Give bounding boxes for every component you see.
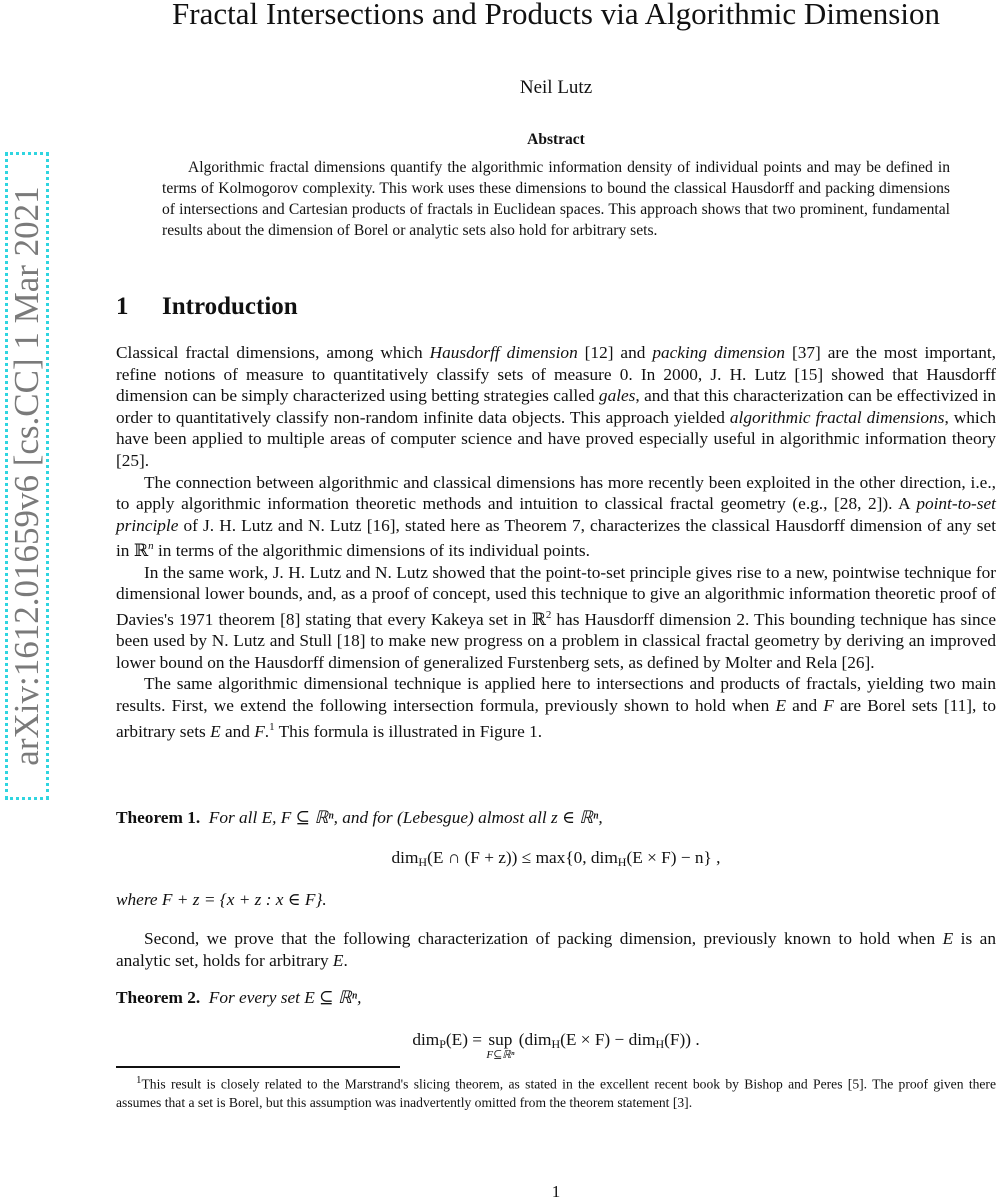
page-number: 1 (551, 1182, 561, 1201)
arxiv-id: arXiv:1612.01659v6 [cs.CC] 1 Mar 2021 (7, 186, 46, 766)
section-heading (116, 293, 298, 321)
text: , and that this characterization can be effectivized in order to quantitatively classify non-random infinite data objects. This approach yielded (116, 386, 996, 427)
eq-part: (F)) . (664, 1030, 700, 1049)
math: F (823, 696, 834, 716)
footnote (116, 1071, 996, 1112)
theorem-2 (116, 988, 996, 1008)
eq-sub: H (655, 1037, 665, 1051)
where-clause: where F + z = {x + z : x ∈ F}. (116, 890, 327, 909)
equation-2 (116, 1030, 996, 1060)
introduction-body (116, 342, 996, 742)
theorem-label: Theorem 2. (116, 988, 201, 1007)
eq-sub: H (617, 855, 627, 869)
eq-part: (E × F) − n} , (626, 848, 721, 867)
eq-sub: P (439, 1037, 446, 1051)
eq-part: (E × F) − dim (560, 1030, 656, 1049)
text: The connection between algorithmic and classical dimensions has more recently been exploited in the other direction, i.e., to apply algorithmic information theoretic methods and intuition to classical fractal geometry (e.g., [28, 2]). A (116, 472, 996, 514)
term: point-to-set principle (116, 494, 996, 535)
footnote-ref[interactable]: 1 (269, 720, 275, 733)
footnote-rule (116, 1066, 400, 1068)
abstract-heading: Abstract (527, 131, 585, 148)
term: algorithmic fractal dimensions (729, 407, 945, 427)
term: gales (598, 386, 636, 406)
section-title: Introduction (162, 293, 298, 320)
text: [12] and (577, 343, 653, 362)
math: E (942, 929, 954, 948)
footnote-mark: 1 (136, 1074, 142, 1086)
exponent: n (148, 540, 154, 553)
paragraph (116, 472, 996, 562)
paragraph (116, 562, 996, 674)
text: Second, we prove that the following characterization of packing dimension, previously known to hold when (144, 929, 943, 948)
math: E (210, 721, 221, 741)
author: Neil Lutz (519, 77, 593, 98)
text: [37] are the most important, refine notions of measure to quantitatively classify sets of measure 0. In 2000, J. H. Lutz [15] showed that Hausdorff dimension can be simply characterized using betting strategies called (116, 343, 996, 406)
text: are Borel sets [11], to arbitrary sets (116, 696, 996, 741)
math: F (254, 721, 265, 741)
eq-sub: H (418, 855, 428, 869)
text: Classical fractal dimensions, among which (116, 343, 430, 362)
text: In the same work, J. H. Lutz and N. Lutz showed that the point-to-set principle gives rise to a new, pointwise technique for dimensional lower bounds, and, as a proof of concept, used this technique to give an algorithmic information theoretic proof of Davies's 1971 theorem [8] stating that every Kakeya set in ℝ (116, 562, 996, 629)
term: packing dimension (652, 343, 786, 362)
arxiv-stamp (5, 152, 49, 800)
text: has Hausdorff dimension 2. This bounding technique has since been used by N. Lutz and Stull [18] to make new progress on a problem in classical fractal geometry by deriving an improved lower bound on the Hausdorff dimension of generalized Furstenberg sets, as defined by Molter and Rela [26]. (116, 609, 996, 672)
theorem-statement: For every set E ⊆ ℝⁿ, (208, 988, 362, 1007)
text: . (264, 721, 270, 741)
math: E (775, 696, 786, 716)
theorem-statement: For all E, F ⊆ ℝⁿ, and for (Lebesgue) almost all z ∈ ℝⁿ, (208, 808, 603, 827)
text: and (220, 721, 255, 741)
text: , which have been applied to multiple areas of computer science and have proved especially useful in algorithmic information theory [25]. (116, 407, 997, 470)
text: The same algorithmic dimensional technique is applied here to intersections and products of fractals, yielding two main results. First, we extend the following intersection formula, previously shown to hold when (116, 674, 996, 716)
text: . (343, 950, 348, 970)
section-number: 1 (116, 293, 129, 320)
math: E (332, 950, 344, 970)
paper-title: Fractal Intersections and Products via Algorithmic Dimension (172, 0, 940, 31)
exponent: 2 (545, 608, 552, 621)
eq-sub: F⊆ℝⁿ (486, 1049, 515, 1061)
eq-part: dim (391, 848, 419, 867)
eq-part: (E) = (445, 1030, 487, 1049)
paragraph (116, 928, 996, 971)
term: Hausdorff dimension (429, 343, 578, 362)
paragraph (116, 673, 996, 742)
text: This formula is illustrated in Figure 1. (274, 721, 543, 741)
text: is an analytic set, holds for arbitrary (116, 929, 996, 970)
text: and (786, 696, 824, 716)
eq-part: (E ∩ (F + z)) ≤ max{0, dim (427, 848, 618, 867)
theorem-1-where (116, 890, 996, 910)
eq-part: (dim (514, 1030, 552, 1049)
theorem-label: Theorem 1. (116, 808, 201, 827)
theorem-1 (116, 808, 996, 828)
eq-part: dim (412, 1030, 440, 1049)
supremum (486, 1030, 514, 1060)
abstract-body: Algorithmic fractal dimensions quantify the algorithmic information density of individual points and may be defined in terms of Kolmogorov complexity. This work uses these dimensions to bound the classical Hausdorff and packing dimensions of intersections and Cartesian products of fractals in Euclidean spaces. This approach shows that two prominent, fundamental results about the dimension of Borel or analytic sets also hold for arbitrary sets. (162, 159, 950, 239)
eq-part: sup (488, 1030, 513, 1049)
equation-1 (116, 848, 996, 870)
paragraph (116, 342, 996, 472)
footnote-text: This result is closely related to the Marstrand's slicing theorem, as stated in the excellent recent book by Bishop and Peres [5]. The proof given there assumes that a set is Borel, but this assumption was inadvertently omitted from the theorem statement [3]. (116, 1076, 996, 1110)
text: in terms of the algorithmic dimensions of its individual points. (153, 541, 590, 561)
text: of J. H. Lutz and N. Lutz [16], stated here as Theorem 7, characterizes the classical Hausdorff dimension of any set in ℝ (116, 515, 996, 561)
eq-sub: H (551, 1037, 561, 1051)
